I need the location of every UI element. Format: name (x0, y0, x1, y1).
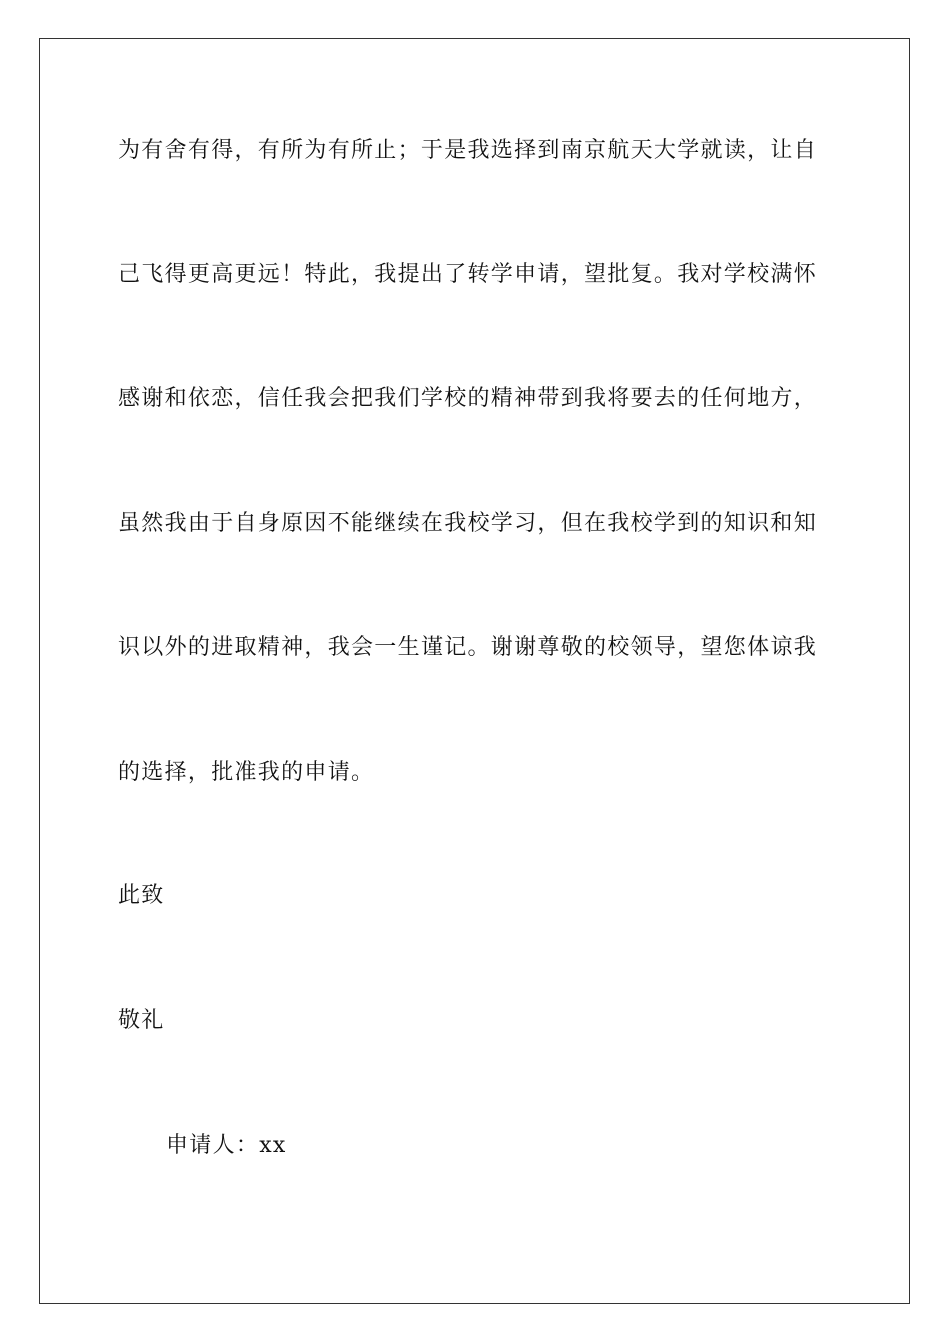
body-text-line-3: 感谢和依恋，信任我会把我们学校的精神带到我将要去的任何地方， (118, 386, 818, 411)
closing-regards: 敬礼 (118, 1008, 165, 1033)
body-text-line-2: 己飞得更高更远！特此，我提出了转学申请，望批复。我对学校满怀 (118, 262, 818, 287)
page-border (39, 38, 910, 1304)
body-text-line-6: 的选择，批准我的申请。 (118, 760, 375, 785)
closing-salutation: 此致 (118, 883, 165, 908)
body-text-line-4: 虽然我由于自身原因不能继续在我校学习，但在我校学到的知识和知 (118, 511, 818, 536)
body-text-line-1: 为有舍有得，有所为有所止；于是我选择到南京航天大学就读，让自 (118, 138, 818, 163)
applicant-signature: 申请人：xx (166, 1133, 287, 1158)
body-text-line-5: 识以外的进取精神，我会一生谨记。谢谢尊敬的校领导，望您体谅我 (118, 635, 818, 660)
